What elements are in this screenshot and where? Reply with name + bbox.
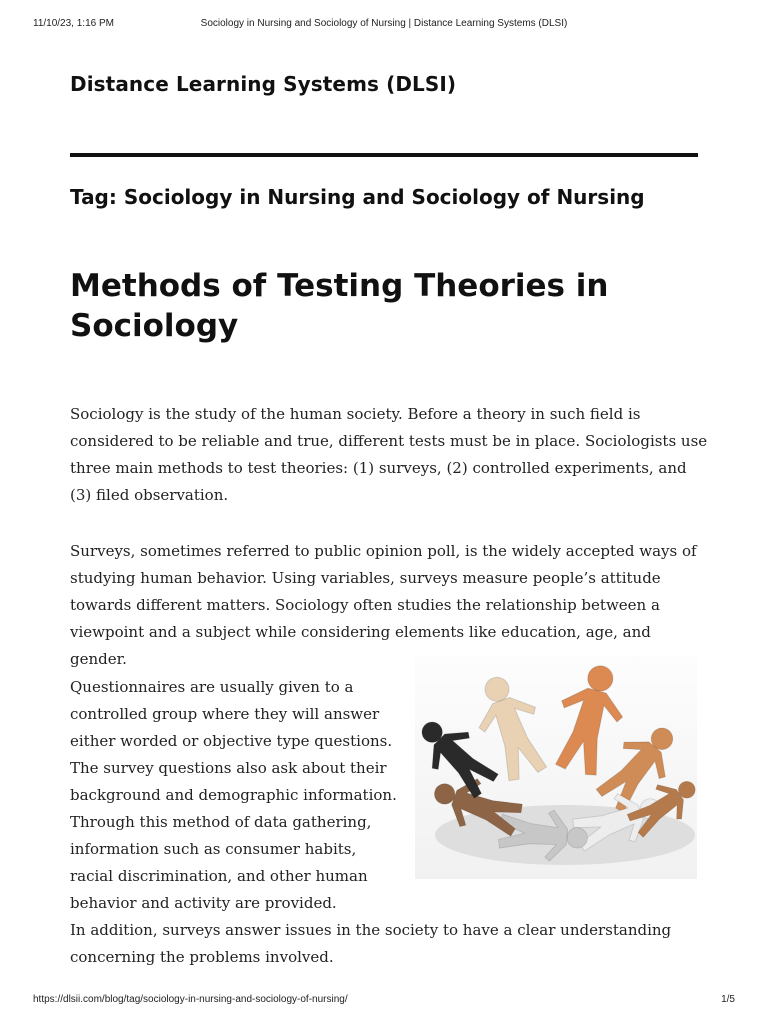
print-page-title: Sociology in Nursing and Sociology of Nursing | Distance Learning Systems (DLSI) xyxy=(200,18,568,29)
print-page-number: 1/5 xyxy=(721,994,735,1005)
print-datetime: 11/10/23, 1:16 PM xyxy=(33,18,114,29)
paper-people-circle-image xyxy=(415,655,697,879)
paper-figure xyxy=(545,658,634,780)
print-header xyxy=(0,0,768,29)
print-url: https://dlsii.com/blog/tag/sociology-in-nursing-and-sociology-of-nursing/ xyxy=(33,994,348,1005)
header-divider xyxy=(70,153,698,157)
post-paragraph: Questionnaires are usually given to a controlled group where they will answer either worded or objective type questions. The survey questions also ask about their background and demographic information. Through this method of data gathering, information such as consumer habits, racial discrimination, and other human behavior and activity are provided. xyxy=(70,678,397,912)
post-title-link[interactable]: Methods of Testing Theories in Sociology xyxy=(70,268,609,344)
post-paragraph: Sociology is the study of the human society. Before a theory in such field is considered to be reliable and true, different tests must be in place. Sociologists use three main methods to test theories: (1) surveys, (2) controlled experiments, and (3) filed observation. xyxy=(70,405,708,504)
post-paragraph: In addition, surveys answer issues in the society to have a clear understanding concerning the problems involved. xyxy=(70,921,672,966)
tag-archive-heading: Tag: Sociology in Nursing and Sociology of Nursing xyxy=(70,185,645,209)
post-paragraph: Surveys, sometimes referred to public opinion poll, is the widely accepted ways of studying human behavior. Using variables, surveys measure people’s attitude towards different matters. Sociology often studies the relationship between a viewpoint and a subject while considering elements like education, age, and gender. xyxy=(70,542,697,668)
site-title-link[interactable]: Distance Learning Systems (DLSI) xyxy=(70,72,457,96)
paper-people-illustration xyxy=(415,655,697,879)
